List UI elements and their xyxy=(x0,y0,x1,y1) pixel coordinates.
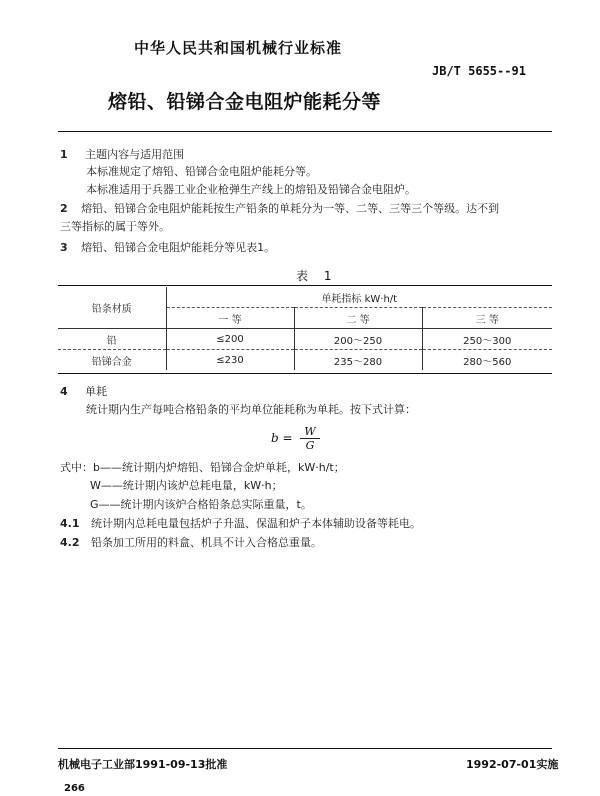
standard-org: 中华人民共和国机械行业标准 xyxy=(134,39,343,57)
material-cell: 铅 xyxy=(58,329,166,350)
definition-prefix: 式中： xyxy=(60,461,93,474)
section-4-1 xyxy=(60,516,421,532)
definition-text: b——统计期内炉熔铅、铅锑合金炉单耗，kW·h/t； xyxy=(93,461,345,474)
section-title: 主题内容与适用范围 xyxy=(85,148,185,161)
grade-2-header: 二 等 xyxy=(294,308,422,329)
section-4-2 xyxy=(60,535,322,551)
energy-formula xyxy=(271,425,320,452)
section-text: 铅条加工所用的料盒、机具不计入合格总重量。 xyxy=(91,536,322,549)
section-1-heading xyxy=(60,147,184,163)
section-1-paragraph-1: 本标准规定了熔铅、铅锑合金电阻炉能耗分等。 xyxy=(86,165,317,178)
table-top-rule xyxy=(58,285,552,286)
page-number: 266 xyxy=(64,783,85,794)
section-number: 2 xyxy=(60,202,68,215)
grade-2-cell: 235～280 xyxy=(294,350,422,371)
section-number: 1 xyxy=(60,148,68,161)
document-title: 熔铅、铅锑合金电阻炉能耗分等 xyxy=(108,91,382,113)
section-number: 3 xyxy=(60,241,68,254)
grade-1-cell: ≤230 xyxy=(166,350,294,371)
formula-lhs: b = xyxy=(271,431,297,445)
definition-w: W——统计期内该炉总耗电量，kW·h； xyxy=(90,479,283,492)
approval-date: 机械电子工业部1991-09-13批准 xyxy=(58,758,228,771)
grade-3-cell: 280～560 xyxy=(463,356,512,368)
grade-1-cell: ≤200 xyxy=(166,329,294,350)
section-title: 单耗 xyxy=(85,385,108,398)
section-number: 4 xyxy=(60,385,68,398)
section-number: 4.1 xyxy=(60,517,80,530)
grade-1-header: 一 等 xyxy=(166,308,294,329)
section-3 xyxy=(60,240,275,256)
energy-grade-table xyxy=(58,287,552,370)
grade-3-header: 三 等 xyxy=(422,308,552,329)
title-rule xyxy=(58,131,552,132)
section-4-paragraph: 统计期内生产每吨合格铅条的平均单位能耗称为单耗。按下式计算： xyxy=(86,403,416,416)
formula-numerator: W xyxy=(300,425,319,439)
footer-rule xyxy=(58,748,552,749)
definition-g: G——统计期内该炉合格铅条总实际重量，t。 xyxy=(90,498,312,511)
section-text: 统计期内总耗电量包括炉子升温、保温和炉子本体辅助设备等耗电。 xyxy=(91,517,421,530)
section-2-line-2: 三等指标的属于等外。 xyxy=(60,220,170,233)
section-number: 4.2 xyxy=(60,536,80,549)
material-cell: 铅锑合金 xyxy=(58,350,166,371)
table-row xyxy=(58,329,552,350)
table-caption: 表 1 xyxy=(296,269,338,283)
unit-column-header: 单耗指标 kW·h/t xyxy=(166,287,552,308)
section-4-heading xyxy=(60,384,107,400)
section-text: 熔铅、铅锑合金电阻炉能耗分等见表1。 xyxy=(81,241,276,254)
formula-denominator: G xyxy=(305,439,315,452)
table-bottom-rule xyxy=(58,373,552,374)
section-text: 熔铅、铅锑合金电阻炉能耗按生产铅条的单耗分为一等、二等、三等三个等级。达不到 xyxy=(81,202,500,215)
effective-date: 1992-07-01实施 xyxy=(466,758,559,771)
material-column-header: 铅条材质 xyxy=(58,287,166,329)
section-1-paragraph-2: 本标准适用于兵器工业企业枪弹生产线上的熔铅及铅锑合金电阻炉。 xyxy=(86,183,416,196)
definition-b xyxy=(60,460,345,476)
section-2-line-1 xyxy=(60,201,499,217)
table-row xyxy=(58,350,552,371)
standard-code: JB/T 5655--91 xyxy=(432,64,526,78)
grade-2-cell: 200～250 xyxy=(294,329,422,350)
formula-fraction xyxy=(300,425,319,452)
grade-3-cell: 250～300 xyxy=(422,329,552,350)
